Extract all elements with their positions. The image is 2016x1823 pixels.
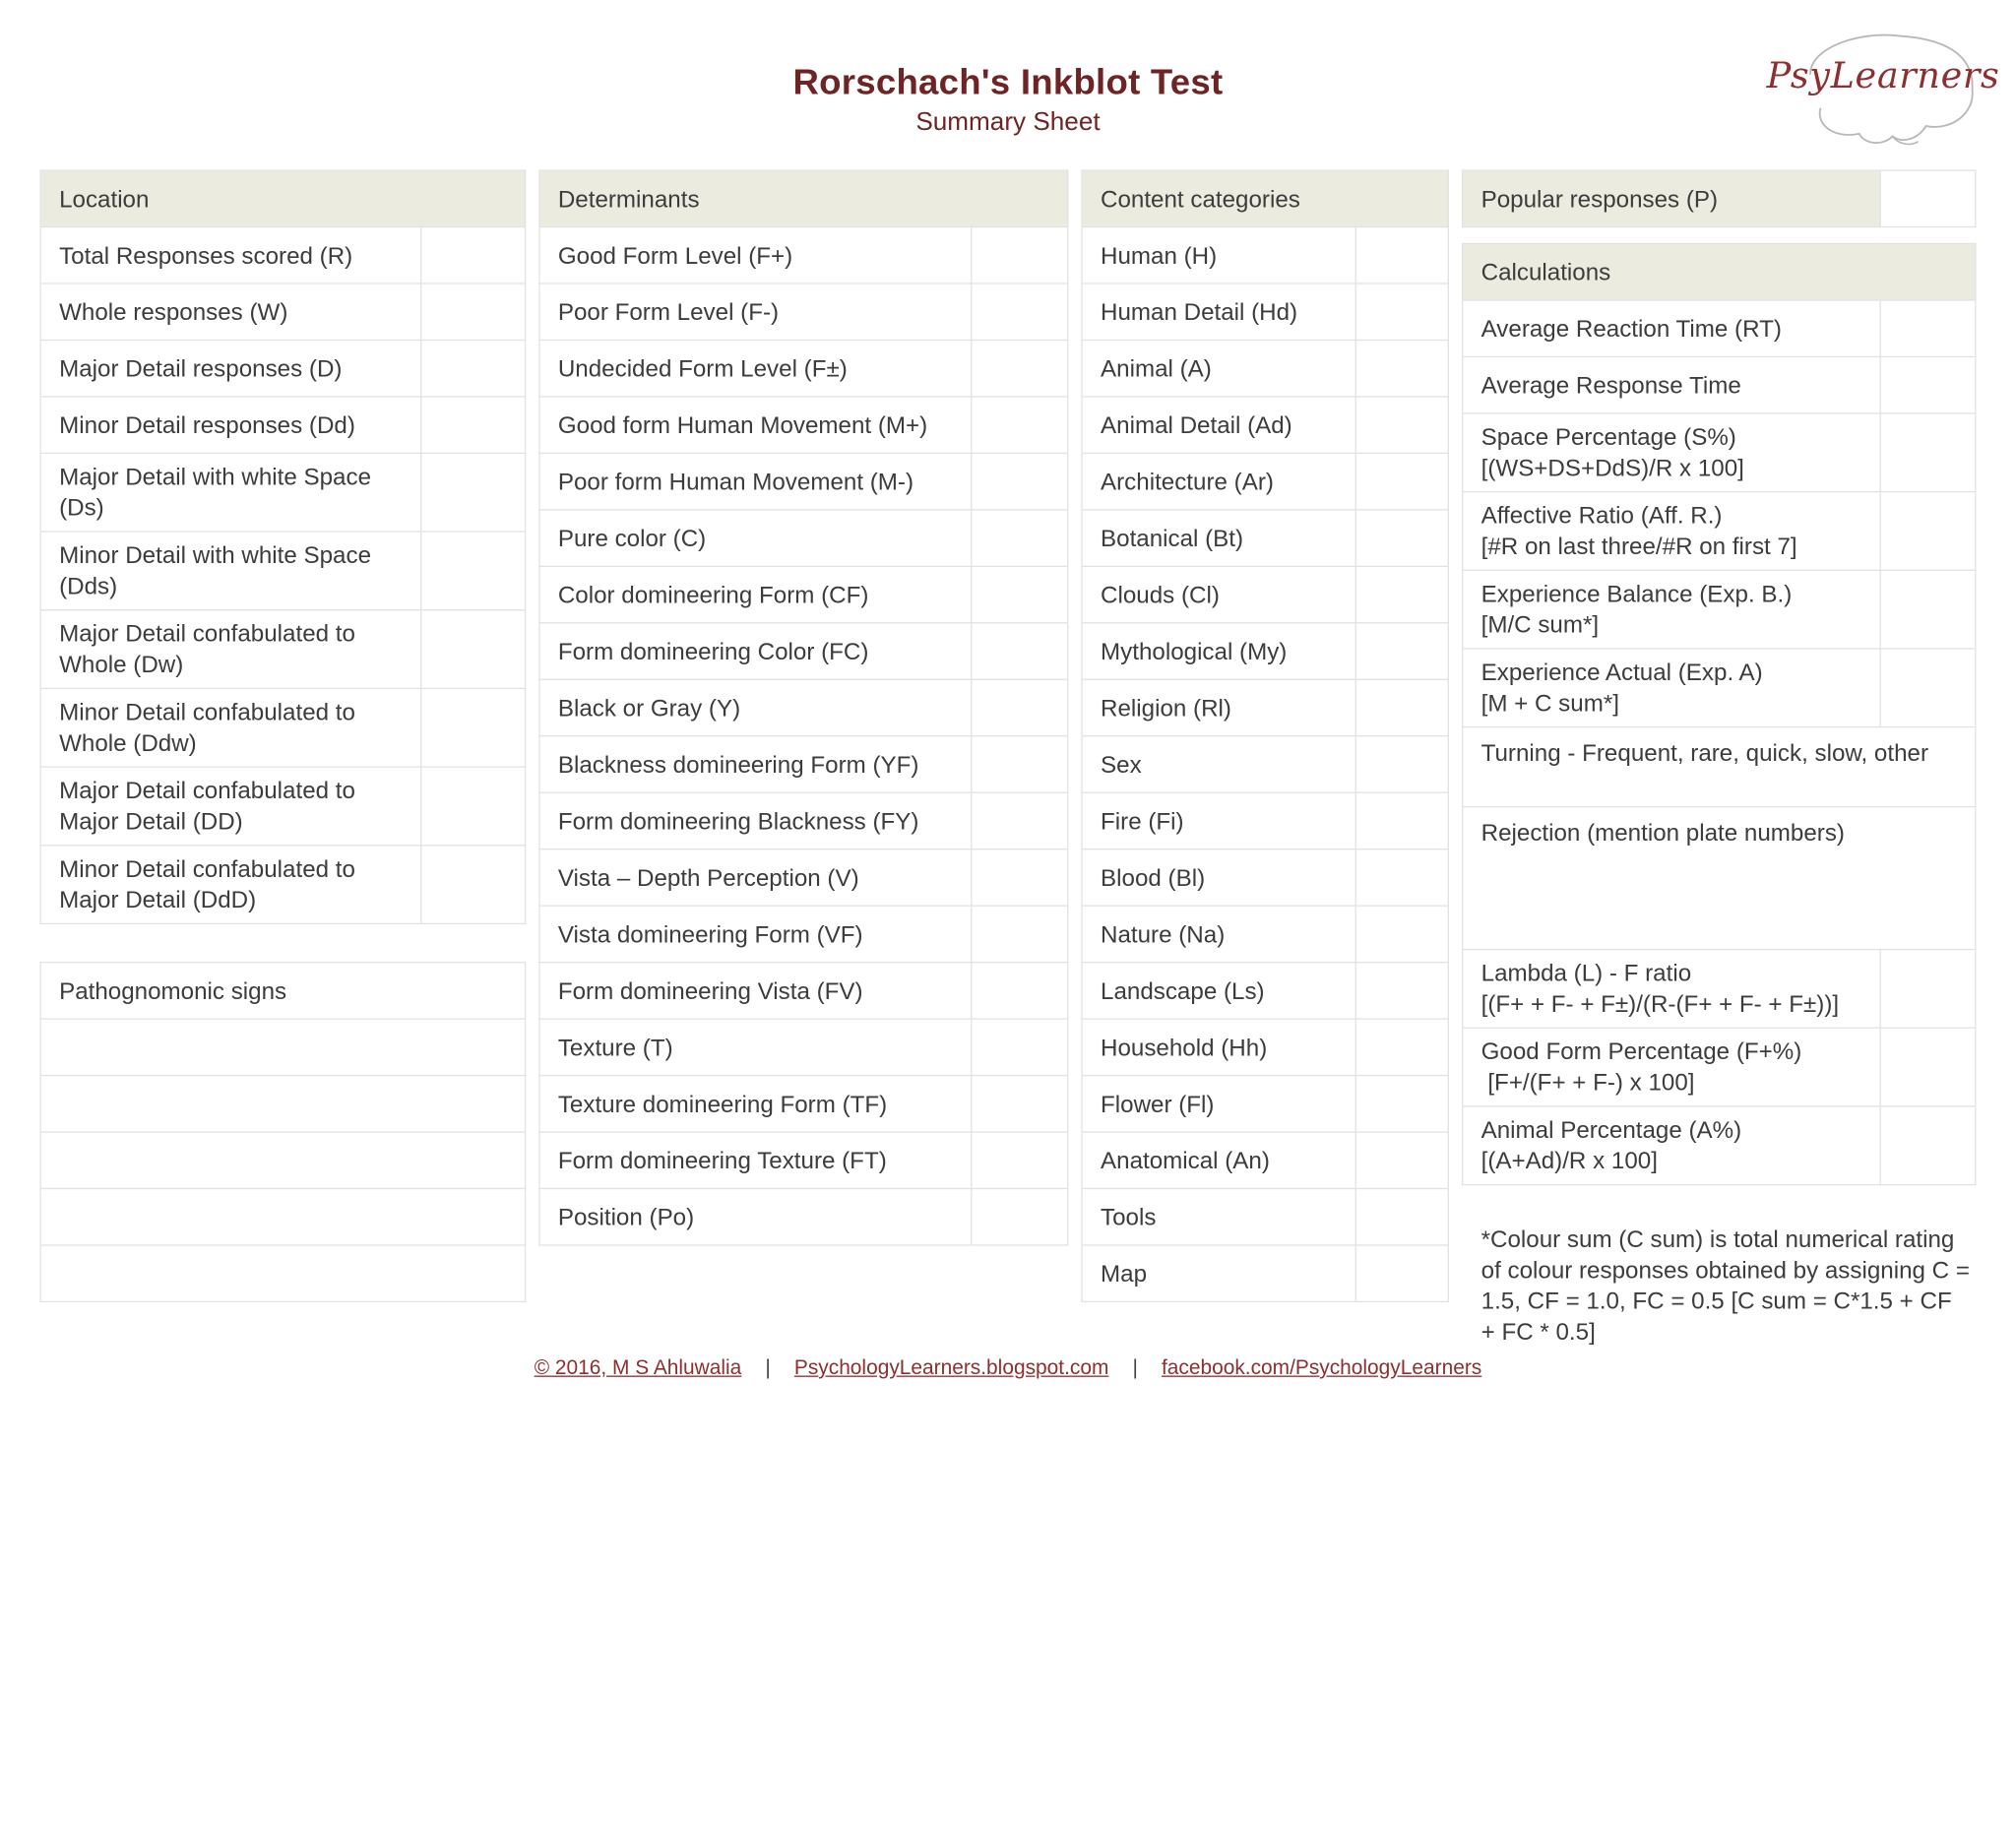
row-label: Architecture (Ar) [1082, 453, 1355, 509]
score-cell[interactable] [1355, 906, 1448, 962]
formula-name: Animal Percentage (A%) [1480, 1115, 1742, 1144]
score-cell[interactable] [1355, 397, 1448, 453]
page-subtitle: Summary Sheet [915, 107, 1101, 137]
table-row [539, 736, 1068, 792]
table-row [539, 906, 1068, 962]
score-cell[interactable] [1355, 623, 1448, 679]
row-label: Total Responses scored (R) [40, 227, 421, 283]
score-cell[interactable] [972, 792, 1068, 849]
score-cell[interactable] [1355, 453, 1448, 509]
formula-name: Experience Balance (Exp. B.) [1480, 580, 1793, 607]
formula-expression: [(A+Ad)/R x 100] [1480, 1147, 1658, 1174]
popular-label: Popular responses (P) [1463, 170, 1880, 226]
table-row [539, 1019, 1068, 1075]
table-row [40, 340, 525, 396]
score-cell[interactable] [1355, 340, 1448, 396]
formula-expression: [M/C sum*] [1480, 610, 1600, 638]
row-label: Human Detail (Hd) [1082, 283, 1355, 340]
row-label: Texture domineering Form (TF) [539, 1076, 972, 1132]
row-label: Form domineering Texture (FT) [539, 1132, 972, 1188]
score-cell[interactable] [1880, 649, 1976, 727]
row-label: Major Detail confabulated to Major Detail (DD) [40, 767, 421, 846]
row-label: Form domineering Vista (FV) [539, 963, 972, 1019]
formula-name: Affective Ratio (Aff. R.) [1480, 501, 1723, 529]
row-label: Animal Detail (Ad) [1082, 397, 1355, 453]
row-label: Blackness domineering Form (YF) [539, 736, 972, 792]
score-cell[interactable] [1355, 510, 1448, 566]
row-label: Pure color (C) [539, 510, 972, 566]
row-label: Botanical (Bt) [1082, 510, 1355, 566]
row-label: Blood (Bl) [1082, 849, 1355, 906]
row-label: Household (Hh) [1082, 1019, 1355, 1075]
score-cell[interactable] [1355, 849, 1448, 906]
row-label: Vista domineering Form (VF) [539, 906, 972, 962]
table-row [40, 283, 525, 340]
footer [0, 1357, 2016, 1381]
row-label: Vista – Depth Perception (V) [539, 849, 972, 906]
score-cell[interactable] [972, 510, 1068, 566]
row-label: Sex [1082, 736, 1355, 792]
score-cell[interactable] [972, 849, 1068, 906]
row-label: Minor Detail confabulated to Major Detail (DdD) [40, 846, 421, 924]
table-row [1082, 397, 1448, 453]
table-row [1082, 566, 1448, 622]
content-table [1081, 169, 1449, 1302]
score-cell[interactable] [421, 767, 526, 846]
blank-entry-row[interactable] [40, 1188, 525, 1244]
score-cell[interactable] [972, 340, 1068, 396]
table-row [539, 227, 1068, 283]
formula-expression: [(F+ + F- + F±)/(R-(F+ + F- + F±))] [1480, 989, 1840, 1018]
rejection-label[interactable]: Rejection (mention plate numbers) [1463, 807, 1976, 950]
table-row [1463, 1028, 1976, 1106]
formula-expression: [F+/(F+ + F-) x 100] [1480, 1068, 1695, 1096]
score-cell[interactable] [421, 846, 526, 924]
blank-entry-row[interactable] [40, 1019, 525, 1075]
row-label [1463, 1106, 1880, 1185]
formula-expression: [#R on last three/#R on first 7] [1480, 532, 1797, 560]
score-cell[interactable] [972, 1076, 1068, 1132]
row-label: Nature (Na) [1082, 906, 1355, 962]
row-label: Fire (Fi) [1082, 792, 1355, 849]
score-cell[interactable] [421, 688, 526, 767]
row-label [1463, 492, 1880, 571]
table-row [539, 283, 1068, 340]
score-cell[interactable] [1355, 1132, 1448, 1188]
table-row [1463, 649, 1976, 727]
popular-table [1462, 169, 1976, 227]
table-row [1082, 679, 1448, 735]
row-label: Average Reaction Time (RT) [1463, 300, 1880, 356]
row-label [1463, 649, 1880, 727]
table-row [1082, 963, 1448, 1019]
table-row [1082, 283, 1448, 340]
footer-separator: | [1132, 1357, 1138, 1380]
formula-expression: [(WS+DS+DdS)/R x 100] [1480, 454, 1744, 481]
table-row [1082, 736, 1448, 792]
score-cell[interactable] [421, 610, 526, 689]
table-row [539, 849, 1068, 906]
calculations-table [1462, 243, 1976, 1185]
table-row [1082, 227, 1448, 283]
score-cell[interactable] [421, 340, 526, 396]
row-label: Form domineering Color (FC) [539, 623, 972, 679]
row-label: Flower (Fl) [1082, 1076, 1355, 1132]
row-label: Clouds (Cl) [1082, 566, 1355, 622]
score-cell[interactable] [972, 906, 1068, 962]
table-row [40, 688, 525, 767]
score-cell[interactable] [1355, 283, 1448, 340]
row-label: Texture (T) [539, 1019, 972, 1075]
formula-name: Space Percentage (S%) [1480, 422, 1736, 451]
determinants-header: Determinants [539, 170, 1068, 226]
row-label: Tools [1082, 1188, 1355, 1244]
table-row [539, 566, 1068, 622]
table-row [1463, 570, 1976, 649]
score-cell[interactable] [1355, 227, 1448, 283]
row-label: Poor Form Level (F-) [539, 283, 972, 340]
table-row [1463, 300, 1976, 356]
row-label: Major Detail with white Space (Ds) [40, 453, 421, 532]
row-label: Major Detail responses (D) [40, 340, 421, 396]
table-row [1082, 1019, 1448, 1075]
table-row [1082, 1245, 1448, 1301]
table-row [1082, 453, 1448, 509]
copyright-link[interactable]: © 2016, M S Ahluwalia [534, 1357, 742, 1380]
row-label: Whole responses (W) [40, 283, 421, 340]
table-row [40, 610, 525, 689]
score-cell[interactable] [972, 736, 1068, 792]
table-row [1082, 906, 1448, 962]
score-cell[interactable] [972, 1132, 1068, 1188]
table-row [40, 397, 525, 453]
score-cell[interactable] [421, 532, 526, 610]
popular-score-cell[interactable] [1880, 170, 1976, 226]
row-label: Poor form Human Movement (M-) [539, 453, 972, 509]
table-row [40, 227, 525, 283]
formula-expression: [M + C sum*] [1480, 689, 1619, 717]
logo-text: PsyLearners [1766, 53, 2000, 96]
score-cell[interactable] [1880, 300, 1976, 356]
score-cell[interactable] [972, 679, 1068, 735]
blank-entry-row[interactable] [40, 1132, 525, 1188]
table-row [539, 340, 1068, 396]
row-label: Black or Gray (Y) [539, 679, 972, 735]
table-row [1082, 1076, 1448, 1132]
score-cell[interactable] [1355, 1076, 1448, 1132]
table-row [1082, 510, 1448, 566]
score-cell[interactable] [1355, 566, 1448, 622]
formula-name: Lambda (L) - F ratio [1480, 959, 1692, 986]
colour-sum-note: *Colour sum (C sum) is total numerical rating of colour responses obtained by assigning C = 1.5, CF = 1.0, FC = 0.5 [C sum = C*1.5 + CF + FC * 0.5] [1480, 1225, 1970, 1346]
score-cell[interactable] [1880, 950, 1976, 1029]
row-label: Religion (Rl) [1082, 679, 1355, 735]
psylearners-logo [1759, 24, 2000, 153]
score-cell[interactable] [972, 1019, 1068, 1075]
table-row [539, 397, 1068, 453]
table-row [1082, 623, 1448, 679]
row-label: Anatomical (An) [1082, 1132, 1355, 1188]
table-row [539, 1076, 1068, 1132]
row-label: Average Response Time [1463, 356, 1880, 412]
row-label [1463, 950, 1880, 1029]
table-row [539, 1132, 1068, 1188]
row-label: Human (H) [1082, 227, 1355, 283]
score-cell[interactable] [972, 963, 1068, 1019]
calculations-header: Calculations [1463, 244, 1976, 300]
table-row [40, 767, 525, 846]
row-label: Undecided Form Level (F±) [539, 340, 972, 396]
table-row [1463, 807, 1976, 950]
score-cell[interactable] [1355, 963, 1448, 1019]
score-cell[interactable] [1355, 1019, 1448, 1075]
pathognomonic-table [39, 962, 526, 1302]
table-row [539, 1188, 1068, 1244]
row-label [1463, 570, 1880, 649]
table-row [1463, 413, 1976, 492]
score-cell[interactable] [1880, 413, 1976, 492]
score-cell[interactable] [972, 453, 1068, 509]
table-row [539, 453, 1068, 509]
turning-label[interactable]: Turning - Frequent, rare, quick, slow, other [1463, 727, 1976, 807]
content-header: Content categories [1082, 170, 1448, 226]
score-cell[interactable] [972, 623, 1068, 679]
blog-link[interactable]: PsychologyLearners.blogspot.com [793, 1357, 1109, 1380]
row-label: Form domineering Blackness (FY) [539, 792, 972, 849]
formula-name: Experience Actual (Exp. A) [1480, 658, 1763, 686]
score-cell[interactable] [1355, 736, 1448, 792]
score-cell[interactable] [1355, 792, 1448, 849]
row-label: Minor Detail responses (Dd) [40, 397, 421, 453]
table-row [1082, 849, 1448, 906]
table-row [1463, 950, 1976, 1029]
table-row [1463, 356, 1976, 412]
score-cell[interactable] [972, 566, 1068, 622]
score-cell[interactable] [972, 1188, 1068, 1244]
table-row [1082, 1188, 1448, 1244]
table-row [1463, 727, 1976, 807]
row-label [1463, 413, 1880, 492]
blank-entry-row[interactable] [40, 1245, 525, 1301]
determinants-table [538, 169, 1068, 1245]
table-row [539, 510, 1068, 566]
table-row [1082, 340, 1448, 396]
score-cell[interactable] [1880, 492, 1976, 571]
location-header: Location [40, 170, 525, 226]
footer-separator: | [765, 1357, 771, 1380]
row-label: Map [1082, 1245, 1355, 1301]
formula-name: Good Form Percentage (F+%) [1480, 1037, 1802, 1065]
table-row [539, 623, 1068, 679]
row-label: Good form Human Movement (M+) [539, 397, 972, 453]
table-row [40, 846, 525, 924]
row-label: Major Detail confabulated to Whole (Dw) [40, 610, 421, 689]
table-row [40, 453, 525, 532]
row-label: Landscape (Ls) [1082, 963, 1355, 1019]
row-label: Position (Po) [539, 1188, 972, 1244]
score-cell[interactable] [1355, 679, 1448, 735]
blank-entry-row[interactable] [40, 1076, 525, 1132]
score-cell[interactable] [1880, 356, 1976, 412]
table-row [539, 679, 1068, 735]
table-row [1463, 1106, 1976, 1185]
score-cell[interactable] [972, 283, 1068, 340]
score-cell[interactable] [1880, 570, 1976, 649]
score-cell[interactable] [421, 397, 526, 453]
pathognomonic-header: Pathognomonic signs [40, 963, 525, 1019]
score-cell[interactable] [421, 283, 526, 340]
score-cell[interactable] [1355, 1188, 1448, 1244]
score-cell[interactable] [1355, 1245, 1448, 1301]
facebook-link[interactable]: facebook.com/PsychologyLearners [1161, 1357, 1482, 1380]
table-row [1082, 1132, 1448, 1188]
row-label: Minor Detail confabulated to Whole (Ddw) [40, 688, 421, 767]
row-label: Animal (A) [1082, 340, 1355, 396]
score-cell[interactable] [1880, 1028, 1976, 1106]
score-cell[interactable] [1880, 1106, 1976, 1185]
page-title: Rorschach's Inkblot Test [792, 61, 1224, 102]
table-row [1082, 792, 1448, 849]
score-cell[interactable] [972, 227, 1068, 283]
row-label: Good Form Level (F+) [539, 227, 972, 283]
score-cell[interactable] [972, 397, 1068, 453]
row-label: Mythological (My) [1082, 623, 1355, 679]
row-label: Minor Detail with white Space (Dds) [40, 532, 421, 610]
score-cell[interactable] [421, 227, 526, 283]
table-row [539, 963, 1068, 1019]
row-label: Color domineering Form (CF) [539, 566, 972, 622]
table-row [1463, 492, 1976, 571]
row-label [1463, 1028, 1880, 1106]
table-row [539, 792, 1068, 849]
location-table [39, 169, 526, 924]
score-cell[interactable] [421, 453, 526, 532]
table-row [40, 532, 525, 610]
